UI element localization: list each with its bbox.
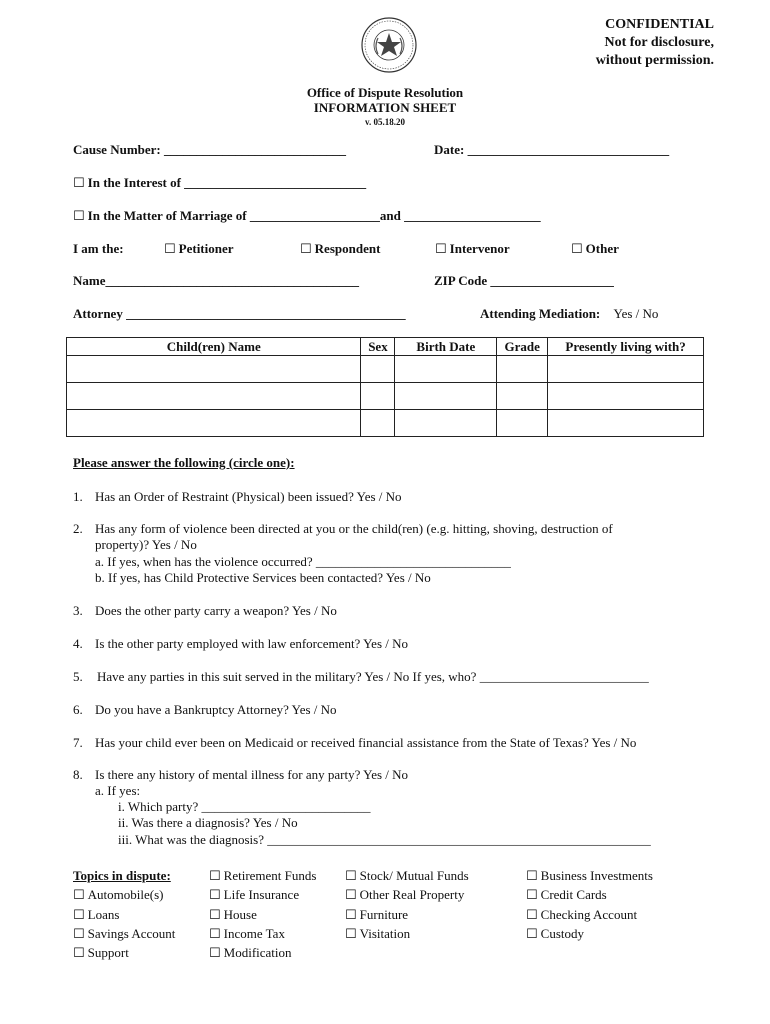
question-6: 6. Do you have a Bankruptcy Attorney? Yes / No (73, 702, 337, 717)
checkbox-icon[interactable]: ☐ (164, 242, 176, 257)
table-cell[interactable] (395, 410, 497, 437)
checkbox-icon[interactable]: ☐ (73, 888, 85, 904)
question-8-sub-ii: ii. Was there a diagnosis? Yes / No (118, 815, 298, 830)
i-am-the-label: I am the: (73, 241, 124, 256)
zip-field[interactable]: ZIP Code ___________________ (434, 273, 614, 288)
question-2: 2. Has any form of violence been directed at you or the child(ren) (e.g. hitting, shoving, destruction of (73, 521, 613, 536)
checkbox-icon[interactable]: ☐ (209, 869, 221, 884)
topic-item[interactable]: ☐ House (209, 906, 257, 923)
topics-column-4 (526, 866, 653, 943)
question-text: Is the other party employed with law enforcement? Yes / No (95, 636, 409, 651)
question-2-sub-a[interactable]: a. If yes, when has the violence occurred? ______________________________ (95, 554, 511, 569)
checkbox-icon[interactable]: ☐ (345, 907, 357, 923)
checkbox-icon[interactable]: ☐ (300, 242, 312, 257)
respondent-option[interactable] (300, 241, 380, 257)
confidential-line1: CONFIDENTIAL (605, 17, 714, 32)
confidential-notice (596, 16, 714, 70)
topics-title: Topics in dispute: (73, 868, 171, 883)
topics-column-2 (209, 866, 316, 962)
marriage-of-field[interactable] (73, 208, 541, 224)
question-text: Has any form of violence been directed at you or the child(ren) (e.g. hitting, shoving, destruction of (95, 521, 613, 536)
checkbox-icon[interactable]: ☐ (209, 907, 221, 923)
table-cell[interactable] (361, 410, 395, 437)
topic-item[interactable]: ☐ Modification (209, 945, 292, 962)
children-table (66, 337, 704, 437)
confidential-line3: without permission. (595, 53, 714, 68)
question-5: 5. Have any parties in this suit served in the military? Yes / No If yes, who? __________________________ (73, 669, 649, 684)
topic-item[interactable]: ☐ Furniture (345, 906, 409, 923)
topic-item[interactable]: ☐ Retirement Funds (209, 868, 317, 884)
question-8: 8. Is there any history of mental illness for any party? Yes / No (73, 767, 409, 782)
table-cell[interactable] (361, 383, 395, 410)
state-seal-icon (360, 16, 418, 74)
checkbox-icon[interactable]: ☐ (73, 946, 85, 962)
checkbox-icon[interactable]: ☐ (435, 242, 447, 257)
question-2-sub-b: b. If yes, has Child Protective Services been contacted? Yes / No (95, 570, 431, 585)
marriage-of-label: In the Matter of Marriage of ____________________and _____________________ (87, 208, 541, 223)
topic-item[interactable]: ☐ Custody (526, 925, 584, 942)
intervenor-option[interactable] (435, 241, 510, 257)
date-field[interactable]: Date: _______________________________ (434, 142, 670, 157)
checkbox-icon[interactable]: ☐ (345, 926, 357, 942)
interest-of-label: In the Interest of ____________________________ (87, 175, 367, 190)
question-8-sub-iii[interactable]: iii. What was the diagnosis? ___________________________________________________________ (118, 832, 651, 847)
table-cell[interactable] (395, 383, 497, 410)
checkbox-icon[interactable]: ☐ (345, 869, 357, 884)
question-text: Has your child ever been on Medicaid or received financial assistance from the State of Texas? Yes / No (95, 735, 637, 750)
other-label: Other (585, 241, 619, 256)
topic-item[interactable]: ☐ Life Insurance (209, 887, 300, 904)
cause-number-field[interactable]: Cause Number: ____________________________ (73, 142, 346, 157)
table-cell[interactable] (67, 383, 361, 410)
question-2-cont: property)? Yes / No (95, 537, 197, 552)
table-row (67, 356, 704, 383)
checkbox-icon[interactable]: ☐ (73, 907, 85, 923)
table-cell[interactable] (67, 356, 361, 383)
topics-column-3 (345, 866, 469, 943)
attending-value[interactable]: Yes / No (613, 306, 659, 321)
checkbox-icon[interactable]: ☐ (345, 888, 357, 904)
topic-item[interactable]: ☐ Automobile(s) (73, 887, 164, 904)
question-text: Is there any history of mental illness for any party? Yes / No (95, 767, 409, 782)
office-name: Office of Dispute Resolution (306, 85, 464, 100)
table-cell[interactable] (497, 410, 548, 437)
column-header: Grade (497, 338, 548, 356)
column-header: Presently living with? (548, 338, 704, 356)
question-text: Has an Order of Restraint (Physical) been issued? Yes / No (95, 489, 402, 504)
topic-item[interactable]: ☐ Visitation (345, 925, 411, 942)
attorney-field[interactable]: Attorney ___________________________________________ (73, 306, 406, 321)
table-header-row (67, 338, 704, 356)
topic-item[interactable]: ☐ Business Investments (526, 868, 653, 884)
document-header (0, 85, 770, 130)
question-7: 7. Has your child ever been on Medicaid or received financial assistance from the State of Texas? Yes / No (73, 735, 637, 750)
question-8-sub-a: a. If yes: (95, 783, 141, 798)
checkbox-icon[interactable]: ☐ (73, 209, 85, 224)
column-header: Child(ren) Name (67, 338, 361, 356)
column-header: Sex (361, 338, 395, 356)
interest-of-field[interactable] (73, 175, 366, 191)
table-cell[interactable] (548, 383, 704, 410)
column-header: Birth Date (395, 338, 497, 356)
checkbox-icon[interactable]: ☐ (209, 888, 221, 904)
checkbox-icon[interactable]: ☐ (526, 869, 538, 884)
attending-label: Attending Mediation: (480, 306, 601, 321)
confidential-line2: Not for disclosure, (604, 35, 714, 50)
table-cell[interactable] (497, 383, 548, 410)
topic-item[interactable]: ☐ Credit Cards (526, 887, 607, 904)
question-text: Have any parties in this suit served in the military? Yes / No If yes, who? __________________________ (97, 669, 649, 684)
intervenor-label: Intervenor (449, 241, 510, 256)
table-cell[interactable] (548, 410, 704, 437)
checkbox-icon[interactable]: ☐ (73, 176, 85, 191)
table-row (67, 383, 704, 410)
attending-mediation[interactable] (480, 306, 658, 322)
question-text: Does the other party carry a weapon? Yes / No (95, 603, 337, 618)
name-field[interactable]: Name_______________________________________ (73, 273, 359, 288)
other-option[interactable] (571, 241, 619, 257)
checkbox-icon[interactable]: ☐ (526, 888, 538, 904)
checkbox-icon[interactable]: ☐ (526, 907, 538, 923)
document-title: INFORMATION SHEET (313, 100, 457, 115)
table-row (67, 410, 704, 437)
question-8-sub-i[interactable]: i. Which party? __________________________ (118, 799, 371, 814)
version-label: v. 05.18.20 (364, 117, 405, 127)
topic-item[interactable]: ☐ Income Tax (209, 925, 285, 942)
table-cell[interactable] (497, 356, 548, 383)
topic-item[interactable]: ☐ Stock/ Mutual Funds (345, 868, 469, 884)
checkbox-icon[interactable]: ☐ (571, 242, 583, 257)
checkbox-icon[interactable]: ☐ (526, 926, 538, 942)
topics-column-1 (73, 866, 175, 962)
topic-item[interactable]: ☐ Support (73, 945, 129, 962)
table-cell[interactable] (395, 356, 497, 383)
table-cell[interactable] (67, 410, 361, 437)
table-cell[interactable] (361, 356, 395, 383)
table-cell[interactable] (548, 356, 704, 383)
question-1: 1. Has an Order of Restraint (Physical) been issued? Yes / No (73, 489, 402, 504)
topic-item[interactable]: ☐ Checking Account (526, 906, 638, 923)
checkbox-icon[interactable]: ☐ (73, 926, 85, 942)
topic-item[interactable]: ☐ Loans (73, 906, 120, 923)
checkbox-icon[interactable]: ☐ (209, 926, 221, 942)
petitioner-label: Petitioner (178, 241, 234, 256)
topic-item[interactable]: ☐ Other Real Property (345, 887, 465, 904)
respondent-label: Respondent (314, 241, 381, 256)
question-4: 4. Is the other party employed with law enforcement? Yes / No (73, 636, 409, 651)
petitioner-option[interactable] (164, 241, 234, 257)
checkbox-icon[interactable]: ☐ (209, 946, 221, 962)
questions-title: Please answer the following (circle one): (73, 455, 295, 470)
question-text: Do you have a Bankruptcy Attorney? Yes / No (95, 702, 337, 717)
topic-item[interactable]: ☐ Savings Account (73, 925, 176, 942)
question-3: 3. Does the other party carry a weapon? Yes / No (73, 603, 337, 618)
